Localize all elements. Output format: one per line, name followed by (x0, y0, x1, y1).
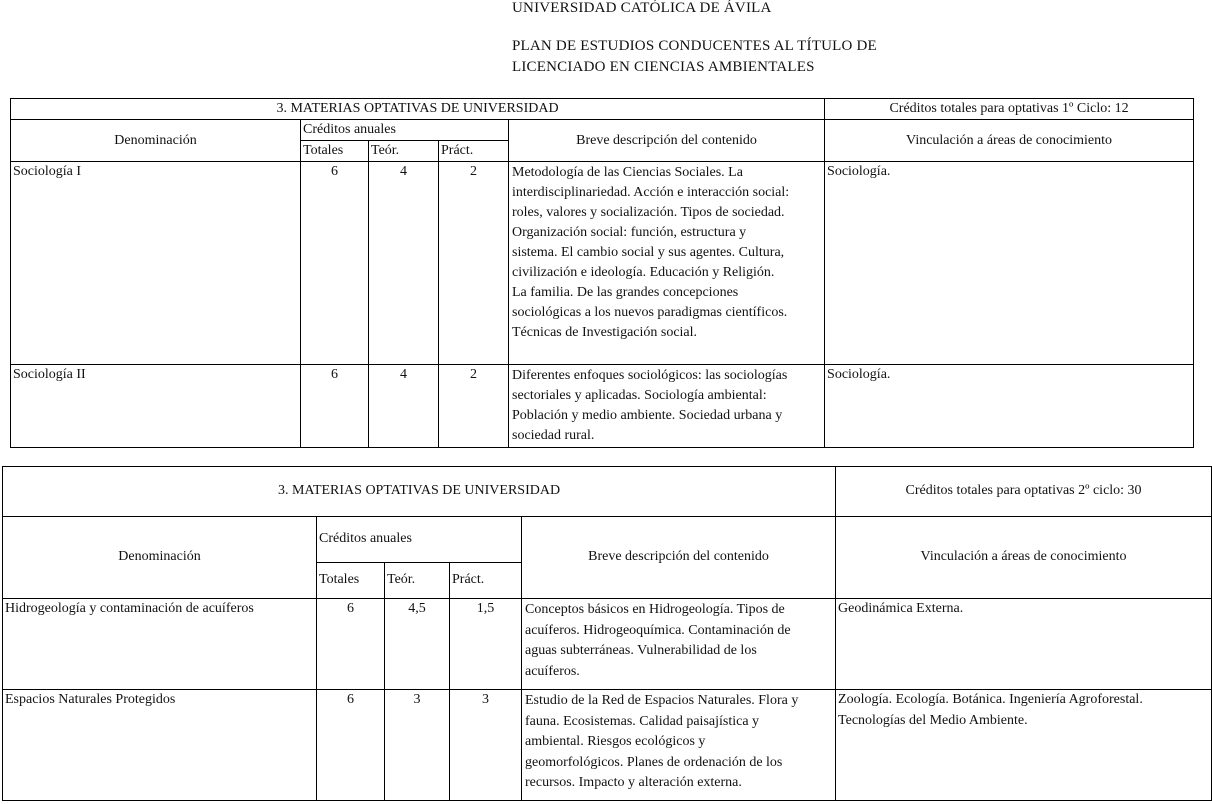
description-line: acuíferos. (525, 663, 580, 679)
description-line: Conceptos básicos en Hidrogeología. Tipos de (525, 602, 785, 617)
table-row (11, 162, 1194, 365)
description-line: Estudio de la Red de Espacios Naturales. Flora y (525, 693, 799, 708)
col-header-creditos: Créditos anuales (317, 517, 522, 563)
description-line: fauna. Ecosistemas. Calidad paisajística y (525, 713, 760, 729)
credits-teor: 4 (369, 365, 439, 448)
subject-area (825, 365, 1194, 448)
col-header-pract: Práct. (439, 141, 509, 162)
credits-totales: 6 (317, 599, 385, 690)
area-line: Tecnologías del Medio Ambiente. (838, 712, 1028, 728)
description-line: recursos. Impacto y alteración externa. (525, 775, 742, 790)
subject-name: Hidrogeología y contaminación de acuíferos (3, 599, 317, 690)
description-line: roles, valores y socialización. Tipos de sociedad. (512, 205, 785, 220)
col-header-denominacion: Denominación (11, 120, 301, 162)
col-header-teor: Teór. (369, 141, 439, 162)
subject-area (836, 690, 1212, 801)
area-line: Geodinámica Externa. (838, 601, 964, 616)
description-line: aguas subterráneas. Vulnerabilidad de los (525, 643, 757, 658)
table-row (3, 599, 1212, 690)
credits-teor: 3 (385, 690, 450, 801)
description-line: sociológicas a los nuevos paradigmas científicos. (512, 305, 788, 320)
table-row (3, 690, 1212, 801)
credits-pract: 2 (439, 365, 509, 448)
optional-subjects-table-cycle1 (10, 98, 1194, 448)
credits-totales: 6 (301, 162, 369, 365)
credits-total: Créditos totales para optativas 1º Ciclo: 12 (825, 99, 1194, 120)
university-name: UNIVERSIDAD CATÓLICA DE ÁVILA (512, 0, 772, 16)
description-line: Técnicas de Investigación social. (512, 325, 698, 340)
subject-name: Espacios Naturales Protegidos (3, 690, 317, 801)
col-header-teor: Teór. (385, 563, 450, 599)
col-header-descripcion: Breve descripción del contenido (522, 517, 836, 599)
credits-totales: 6 (301, 365, 369, 448)
col-header-pract: Práct. (450, 563, 522, 599)
area-line: Sociología. (827, 367, 891, 382)
credits-teor: 4 (369, 162, 439, 365)
description-line: sistema. El cambio social y sus agentes. Cultura, (512, 245, 785, 260)
description-line: Población y medio ambiente. Sociedad urbana y (512, 408, 783, 423)
description-line: Organización social: función, estructura y (512, 225, 747, 240)
col-header-totales: Totales (301, 141, 369, 162)
subject-name: Sociología II (11, 365, 301, 448)
description-line: ambiental. Riesgos ecológicos y (525, 734, 706, 749)
table-title: 3. MATERIAS OPTATIVAS DE UNIVERSIDAD (3, 467, 836, 517)
col-header-vinculacion: Vinculación a áreas de conocimiento (836, 517, 1212, 599)
optional-subjects-table-cycle2 (2, 466, 1212, 801)
col-header-denominacion: Denominación (3, 517, 317, 599)
area-line: Zoología. Ecología. Botánica. Ingeniería Agroforestal. (838, 692, 1143, 707)
credits-pract: 2 (439, 162, 509, 365)
col-header-totales: Totales (317, 563, 385, 599)
subject-name: Sociología I (11, 162, 301, 365)
plan-title-line1: PLAN DE ESTUDIOS CONDUCENTES AL TÍTULO DE (512, 38, 877, 54)
subject-area (836, 599, 1212, 690)
description-line: Diferentes enfoques sociológicos: las sociologías (512, 368, 788, 383)
col-header-descripcion: Breve descripción del contenido (509, 120, 825, 162)
subject-description (522, 599, 836, 690)
description-line: sectoriales y aplicadas. Sociología ambiental: (512, 388, 767, 403)
subject-area (825, 162, 1194, 365)
credits-teor: 4,5 (385, 599, 450, 690)
subject-description (509, 162, 825, 365)
col-header-creditos: Créditos anuales (301, 120, 509, 141)
description-line: Metodología de las Ciencias Sociales. La (512, 165, 743, 180)
credits-total: Créditos totales para optativas 2º ciclo: 30 (836, 467, 1212, 517)
credits-pract: 1,5 (450, 599, 522, 690)
description-line: interdisciplinariedad. Acción e interacción social: (512, 185, 790, 200)
description-line: geomorfológicos. Planes de ordenación de los (525, 754, 783, 770)
description-line: acuíferos. Hidrogeoquímica. Contaminación de (525, 622, 791, 638)
table-row (11, 365, 1194, 448)
subject-description (509, 365, 825, 448)
description-line: sociedad rural. (512, 428, 595, 443)
credits-totales: 6 (317, 690, 385, 801)
col-header-vinculacion: Vinculación a áreas de conocimiento (825, 120, 1194, 162)
subject-description (522, 690, 836, 801)
credits-pract: 3 (450, 690, 522, 801)
table-title: 3. MATERIAS OPTATIVAS DE UNIVERSIDAD (11, 99, 825, 120)
description-line: civilización e ideología. Educación y Religión. (512, 265, 775, 280)
description-line: La familia. De las grandes concepciones (512, 285, 739, 300)
plan-title-line2: LICENCIADO EN CIENCIAS AMBIENTALES (512, 59, 815, 75)
area-line: Sociología. (827, 164, 891, 179)
